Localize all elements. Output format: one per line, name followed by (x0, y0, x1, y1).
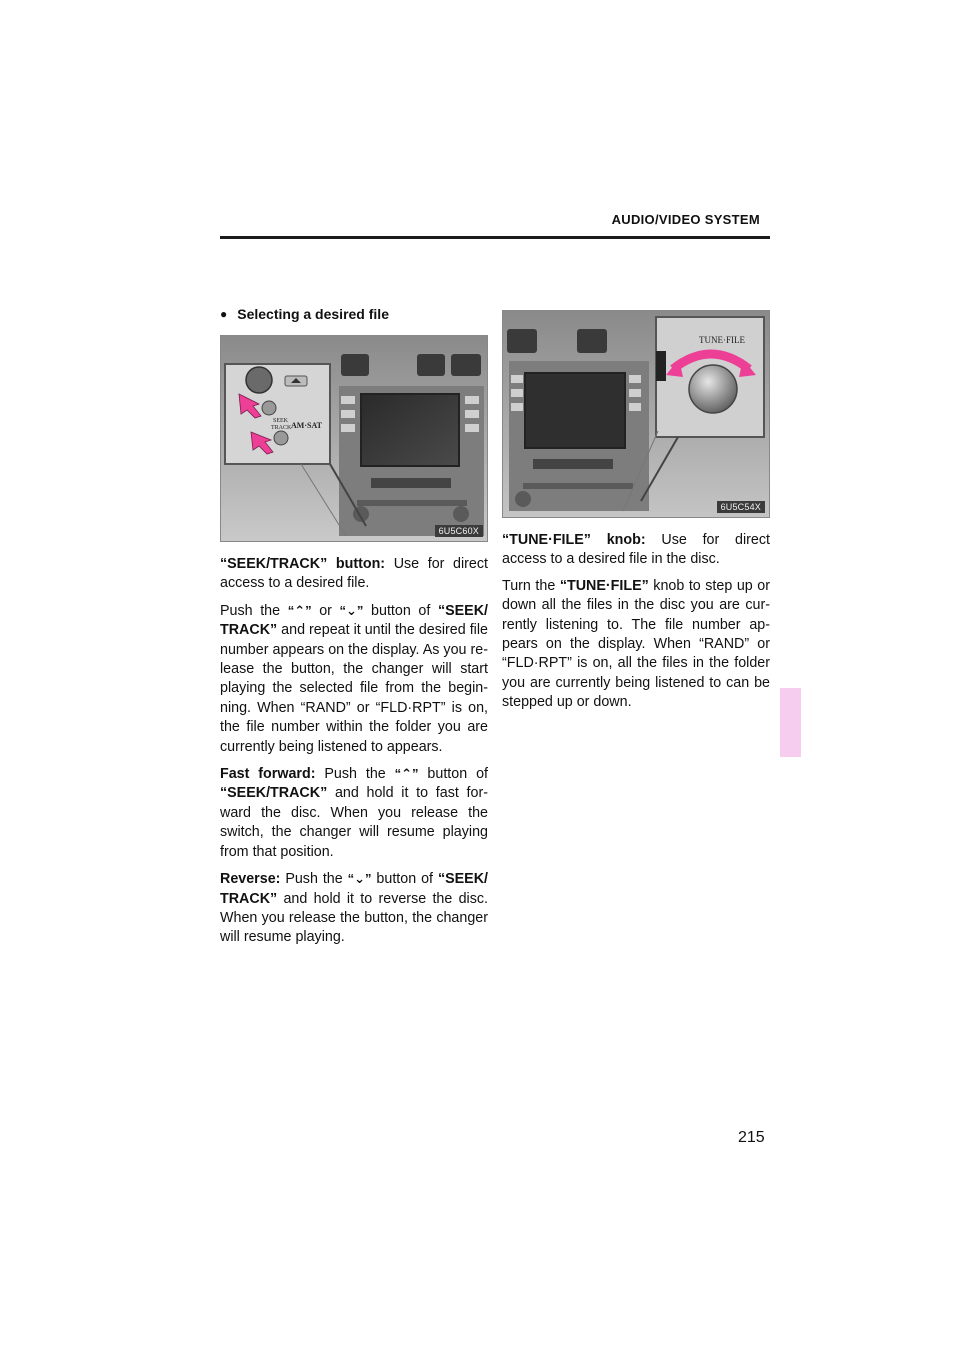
text-fragment: Turn the (502, 577, 560, 594)
section-title-text: Selecting a desired file (237, 306, 389, 322)
seek-label: SEEK TRACK (271, 418, 292, 431)
turn-instructions (502, 577, 770, 713)
tune-file-desc (502, 531, 770, 570)
tune-file-ref: “TUNE·FILE” (559, 577, 649, 594)
page-number: 215 (738, 1129, 765, 1146)
push-instructions (220, 601, 488, 757)
right-column (502, 310, 770, 720)
text-fragment: button of (418, 766, 488, 783)
reverse-desc (220, 869, 488, 948)
dashboard-illustration (503, 311, 769, 517)
text-fragment: Push the (220, 602, 288, 619)
text-fragment: Push the (315, 766, 395, 783)
down-arrow-glyph: “⌄” (339, 602, 364, 618)
seek-track-ref: “SEEK/TRACK” (220, 785, 328, 802)
fast-forward-lead: Fast forward: (220, 766, 316, 783)
header-title: AUDIO/VIDEO SYSTEM (611, 212, 760, 227)
reverse-lead: Reverse: (220, 871, 281, 888)
section-title (220, 306, 488, 322)
text-fragment: and hold it to fast for-ward the disc. When you release the switch, the changer will resume playing from that position. (220, 785, 488, 860)
fast-forward-desc (220, 764, 488, 862)
bullet-icon: ● (220, 307, 228, 321)
tune-file-lead: “TUNE·FILE” knob: (502, 532, 646, 548)
figure-id: 6U5C60X (435, 525, 483, 537)
down-arrow-glyph: “⌄” (347, 871, 372, 887)
dashboard-illustration (221, 336, 487, 541)
page-header (220, 208, 770, 239)
seek-track-lead: “SEEK/TRACK” button: (220, 556, 386, 572)
text-fragment: knob to step up or down all the files in the disc you are cur-rently listening to. The file number ap-pears on the display. When “RAND” or “FLD·RPT” is on, all the files in the folder you are currently being listened to can be stepped up or down. (502, 577, 770, 711)
seek-track-figure (220, 335, 488, 542)
up-arrow-glyph: “⌃” (394, 766, 419, 782)
left-column (220, 306, 488, 955)
seek-track-ref: “SEEK/ TRACK” (220, 602, 488, 639)
am-sat-label: AM·SAT (291, 421, 322, 430)
text-fragment: Push the (280, 871, 348, 888)
seek-track-desc (220, 555, 488, 594)
tune-file-text: Use for direct access to a desired file in the disc. (502, 532, 770, 568)
seek-track-text: Use for direct access to a desired file. (220, 556, 488, 592)
tune-file-label: TUNE·FILE (699, 335, 745, 345)
text-fragment: button of (363, 602, 438, 619)
text-fragment: button of (371, 871, 438, 888)
tune-file-figure (502, 310, 770, 518)
text-fragment: or (311, 602, 340, 619)
text-fragment: and hold it to reverse the disc. When you release the button, the changer will resume playing. (220, 890, 488, 946)
seek-track-ref: “SEEK/ TRACK” (220, 871, 488, 907)
figure-id: 6U5C54X (717, 501, 765, 513)
section-tab-marker (780, 688, 801, 757)
text-fragment: and repeat it until the desired file number appears on the display. As you re-lease the button, the changer will start playing the selected file from the begin-ning. When “RAND” or “FLD·RPT” is on, the file number within the folder you are currently being listened to appears. (220, 622, 488, 755)
up-arrow-glyph: “⌃” (287, 602, 312, 618)
